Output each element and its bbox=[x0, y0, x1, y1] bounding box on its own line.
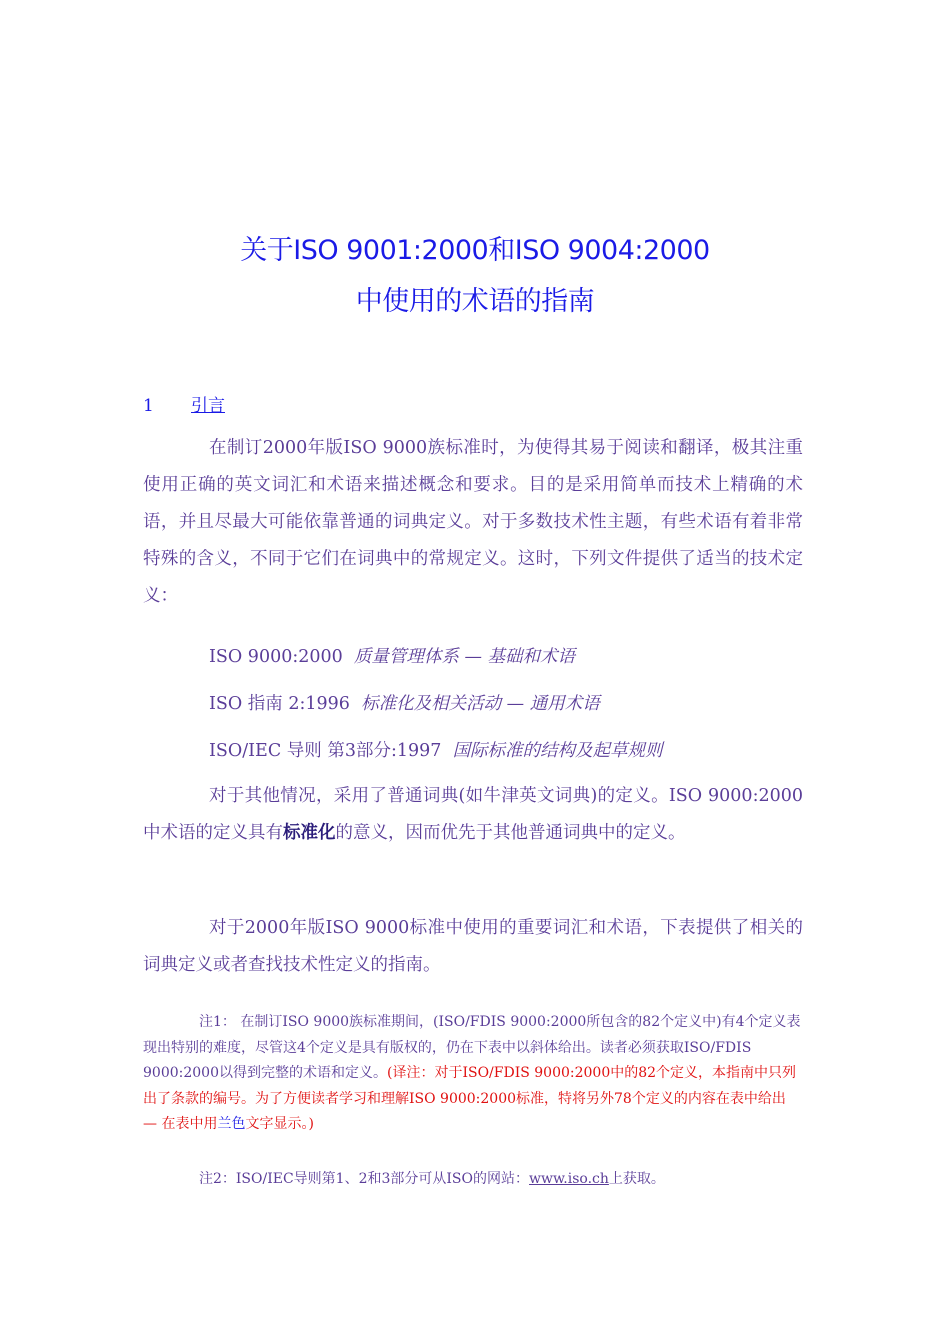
section-title: 引言 bbox=[191, 396, 225, 416]
note-1-text: 注1： 在制订ISO 9000族标准期间，(ISO/FDIS 9000:2000所包含的82个定义中)有4个定义表现出特别的难度，尽管这4个定义是具有版权的，仍在下表中以斜体给出。读者必须获取ISO/FDIS 9000:2000以得到完整的术语和定义。 bbox=[143, 1014, 801, 1081]
reference-item bbox=[209, 643, 575, 668]
blue-color-word: 兰色 bbox=[217, 1116, 246, 1132]
definition-text-a: 对于其他情况，采用了普通词典(如牛津英文词典)的定义。ISO 9000:2000中术语的定义具有 bbox=[143, 786, 803, 843]
note-2-text-end: 上获取。 bbox=[608, 1171, 665, 1187]
reference-title: 国际标准的结构及起草规则 bbox=[452, 741, 663, 761]
definition-text-b: 的意义，因而优先于其他普通词典中的定义。 bbox=[335, 823, 686, 843]
section-number: 1 bbox=[143, 396, 154, 416]
reference-title: 质量管理体系 — 基础和术语 bbox=[353, 647, 576, 667]
reference-code: ISO/IEC 导则 第3部分:1997 bbox=[209, 741, 442, 761]
standardization-term: 标准化 bbox=[283, 823, 336, 843]
translator-note: (译注：对于ISO/FDIS 9000:2000中的82个定义，本指南中只列出了条款的编号。为了方便读者学习和理解ISO 9000:2000标准，特将另外78个定义的内容在表中给出 — 在表中用 bbox=[143, 1065, 797, 1132]
iso-website-link[interactable]: www.iso.ch bbox=[529, 1171, 609, 1187]
document-title-line-1: 关于ISO 9001:2000和ISO 9004:2000 bbox=[240, 235, 710, 266]
definition-paragraph bbox=[143, 778, 803, 852]
table-guide-paragraph: 对于2000年版ISO 9000标准中使用的重要词汇和术语，下表提供了相关的词典定义或者查找技术性定义的指南。 bbox=[143, 918, 803, 975]
section-heading bbox=[143, 391, 225, 416]
reference-item bbox=[209, 690, 600, 715]
note-2 bbox=[199, 1167, 819, 1193]
intro-paragraph: 在制订2000年版ISO 9000族标准时，为使得其易于阅读和翻译，极其注重使用正确的英文词汇和术语来描述概念和要求。目的是采用简单而技术上精确的术语，并且尽最大可能依靠普通的词典定义。对于多数技术性主题，有些术语有着非常特殊的含义，不同于它们在词典中的常规定义。这时，下列文件提供了适当的技术定义： bbox=[143, 438, 803, 606]
note-1 bbox=[143, 1010, 803, 1138]
document-title-line-2: 中使用的术语的指南 bbox=[355, 286, 595, 317]
reference-code: ISO 9000:2000 bbox=[209, 647, 343, 667]
reference-item bbox=[209, 737, 663, 762]
reference-title: 标准化及相关活动 — 通用术语 bbox=[361, 694, 600, 714]
note-2-text: 注2：ISO/IEC导则第1、2和3部分可从ISO的网站： bbox=[199, 1171, 530, 1187]
reference-code: ISO 指南 2:1996 bbox=[209, 694, 350, 714]
translator-note-end: 文字显示。) bbox=[245, 1116, 314, 1132]
